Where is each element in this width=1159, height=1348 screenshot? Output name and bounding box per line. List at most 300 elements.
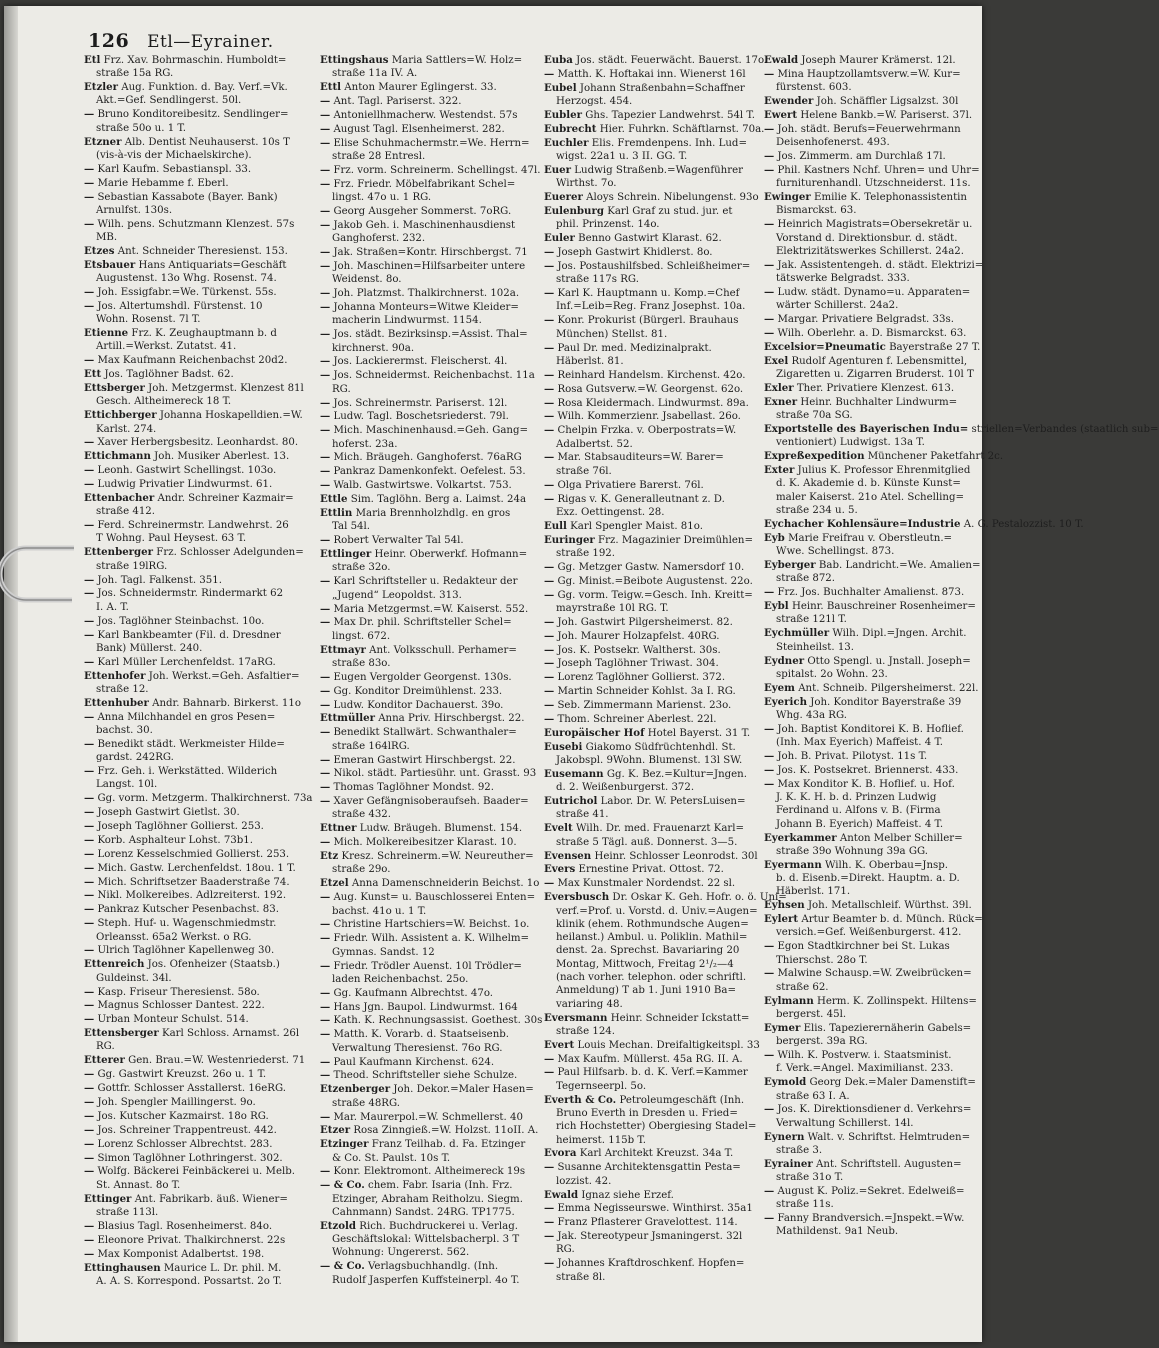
entry-text: rich Hochstetter) Obergiesing Stadel= bbox=[556, 1121, 757, 1133]
entry-line bbox=[764, 81, 980, 94]
entry-text: denst. 2a. Sprechst. Bavariaring 20 bbox=[556, 945, 740, 957]
directory-entry bbox=[544, 1012, 760, 1039]
entry-line bbox=[84, 1082, 316, 1095]
entry-line bbox=[544, 822, 760, 835]
directory-entry bbox=[84, 191, 316, 218]
entry-line bbox=[84, 834, 316, 847]
entry-text: Korb. Asphalteur Lohst. 73b1. bbox=[97, 834, 254, 846]
entry-headword: — bbox=[544, 643, 555, 656]
entry-text: Konr. Prokurist (Bürgerl. Brauhaus bbox=[557, 315, 739, 327]
entry-headword: Eubel bbox=[544, 81, 577, 94]
entry-headword: — bbox=[764, 1184, 775, 1197]
entry-line bbox=[544, 300, 760, 313]
directory-entry bbox=[764, 1076, 980, 1103]
entry-line bbox=[84, 1152, 316, 1165]
directory-entry bbox=[764, 940, 980, 967]
entry-line bbox=[544, 493, 760, 506]
directory-entry bbox=[544, 863, 760, 876]
entry-text: Whg. 43a RG. bbox=[776, 709, 847, 721]
entry-headword: — bbox=[320, 918, 331, 931]
entry-text: Joseph Taglöhner Gollierst. 253. bbox=[97, 821, 264, 832]
entry-text: Egon Stadtkirchner bei St. Lukas bbox=[777, 941, 950, 953]
directory-entry bbox=[320, 178, 538, 205]
entry-text: Heinr. Oberwerkf. Hofmann= bbox=[374, 549, 528, 561]
entry-text: straße 70a SG. bbox=[776, 410, 853, 422]
entry-line bbox=[544, 918, 760, 931]
entry-line bbox=[544, 741, 760, 754]
entry-text: Joseph Taglöhner Triwast. 304. bbox=[557, 658, 719, 670]
entry-headword: — bbox=[84, 1123, 95, 1136]
directory-entry bbox=[84, 697, 316, 710]
directory-entry bbox=[544, 795, 760, 822]
directory-entry bbox=[320, 891, 538, 918]
entry-line bbox=[764, 299, 980, 312]
entry-headword: — bbox=[544, 657, 555, 670]
entry-text: Gg. Minist.=Beibote Augustenst. 22o. bbox=[557, 575, 753, 587]
entry-text: Wirthst. 7o. bbox=[556, 178, 617, 190]
entry-line bbox=[544, 534, 760, 547]
entry-text: Karl Bankbeamter (Fil. d. Dresdner bbox=[97, 629, 281, 641]
entry-line bbox=[544, 95, 760, 108]
entry-line bbox=[764, 1022, 980, 1035]
entry-text: Joh. Maschinen=Hilfsarbeiter untere bbox=[333, 260, 526, 272]
entry-line bbox=[544, 808, 760, 821]
entry-headword: — bbox=[84, 176, 95, 189]
entry-text: Rosa Kleidermach. Lindwurmst. 89a. bbox=[557, 397, 749, 409]
entry-headword: — bbox=[544, 699, 555, 712]
directory-entry bbox=[84, 409, 316, 436]
entry-headword: — bbox=[320, 1014, 331, 1027]
directory-entry bbox=[544, 850, 760, 863]
entry-headword: Exner bbox=[764, 395, 798, 408]
directory-entry bbox=[544, 1202, 760, 1215]
entry-headword: Etl bbox=[84, 54, 101, 66]
entry-line bbox=[320, 1042, 538, 1055]
entry-headword: Etzold bbox=[320, 1219, 357, 1232]
entry-text: Joh. städt. Berufs=Feuerwehrmann bbox=[777, 123, 961, 135]
entry-line bbox=[320, 67, 538, 80]
entry-line bbox=[320, 246, 538, 259]
entry-text: Eleonore Privat. Thalkirchnerst. 22s bbox=[97, 1234, 286, 1246]
entry-line bbox=[84, 191, 316, 204]
entry-text: Gottfr. Schlosser Asstallerst. 16eRG. bbox=[97, 1083, 286, 1095]
entry-text: straße 39o Wohnung 39a GG. bbox=[776, 845, 929, 857]
entry-text: Thomas Taglöhner Mondst. 92. bbox=[333, 782, 495, 794]
directory-entry bbox=[84, 136, 316, 163]
entry-line bbox=[320, 1260, 538, 1273]
entry-headword: — bbox=[764, 67, 775, 80]
entry-text: Bismarckst. 63. bbox=[776, 205, 857, 217]
entry-text: Jos. K. Postsekr. Waltherst. 30s. bbox=[557, 644, 721, 656]
entry-line bbox=[764, 926, 980, 939]
entry-text: d. K. Akademie d. b. Künste Kunst= bbox=[776, 478, 961, 490]
entry-line bbox=[764, 341, 980, 354]
entry-line bbox=[84, 464, 316, 477]
entry-line bbox=[84, 286, 316, 299]
entry-text: tätswerke Belgradst. 333. bbox=[776, 273, 910, 285]
entry-headword: Etienne bbox=[84, 327, 129, 340]
entry-line bbox=[544, 205, 760, 218]
entry-text: Elis. Tapezierernäherin Gabels= bbox=[803, 1022, 972, 1034]
entry-line bbox=[84, 765, 316, 778]
entry-text: lingst. 47o u. 1 RG. bbox=[332, 192, 432, 204]
directory-entry bbox=[764, 1049, 980, 1076]
entry-line bbox=[544, 671, 760, 684]
entry-line bbox=[544, 1202, 760, 1215]
directory-entry bbox=[544, 575, 760, 588]
directory-entry bbox=[764, 967, 980, 994]
directory-entry bbox=[320, 836, 538, 849]
entry-headword: — bbox=[764, 313, 775, 326]
entry-text: Urban Monteur Schulst. 514. bbox=[97, 1014, 249, 1026]
directory-entry bbox=[544, 877, 760, 890]
entry-text: Matth. K. Hoftakai inn. Wienerst 16l bbox=[557, 68, 746, 80]
entry-text: Wilh. K. Postverw. i. Staatsminist. bbox=[777, 1050, 952, 1062]
entry-text: bergerst. 39a RG. bbox=[776, 1036, 868, 1048]
entry-headword: Eylmann bbox=[764, 994, 814, 1007]
entry-text: Phil. Kastners Nchf. Uhren= und Uhr= bbox=[777, 164, 980, 176]
directory-entry bbox=[84, 944, 316, 957]
entry-text: Andr. Schreiner Kazmair= bbox=[157, 492, 294, 504]
entry-line bbox=[764, 1076, 980, 1089]
directory-entry bbox=[84, 1152, 316, 1165]
entry-text: Elektrizitätswerkes Schillerst. 24a2. bbox=[776, 245, 964, 257]
entry-line bbox=[544, 328, 760, 341]
entry-line bbox=[84, 738, 316, 751]
directory-entry bbox=[764, 341, 980, 354]
entry-headword: — bbox=[764, 777, 775, 790]
entry-line bbox=[84, 327, 316, 340]
entry-text: Elis. Fremdenpens. Inh. Lud= bbox=[591, 137, 747, 149]
entry-line bbox=[84, 505, 316, 518]
entry-text: Anton Melber Schiller= bbox=[839, 832, 963, 844]
entry-line bbox=[84, 724, 316, 737]
entry-text: Inf.=Leib=Reg. Franz Josephst. 10a. bbox=[556, 301, 746, 313]
entry-headword: — bbox=[544, 451, 555, 464]
entry-text: straße 113l. bbox=[96, 1206, 159, 1218]
directory-entry bbox=[320, 548, 538, 575]
directory-entry bbox=[84, 999, 316, 1012]
entry-text: Maria Metzgermst.=W. Kaiserst. 552. bbox=[333, 603, 529, 615]
entry-text: straße 50o u. 1 T. bbox=[96, 122, 186, 134]
directory-entry bbox=[764, 396, 980, 423]
directory-entry bbox=[84, 519, 316, 546]
entry-line bbox=[544, 905, 760, 918]
directory-entry bbox=[544, 68, 760, 81]
entry-headword: — bbox=[544, 574, 555, 587]
entry-headword: — bbox=[764, 763, 775, 776]
entry-line bbox=[84, 409, 316, 422]
entry-headword: — bbox=[84, 354, 95, 367]
entry-line bbox=[84, 231, 316, 244]
entry-line bbox=[764, 995, 980, 1008]
entry-text: Franz Teilhab. d. Fa. Etzinger bbox=[371, 1139, 526, 1151]
entry-headword: — bbox=[84, 519, 95, 532]
entry-line bbox=[84, 806, 316, 819]
entry-line bbox=[84, 519, 316, 532]
entry-line bbox=[544, 164, 760, 177]
entry-line bbox=[84, 1124, 316, 1137]
entry-text: Wilh. Dr. med. Frauenarzt Karl= bbox=[576, 823, 745, 835]
entry-text: Paul Hilfsarb. b. d. K. Verf.=Kammer bbox=[557, 1067, 748, 1079]
entry-text: Xaver Herbergsbesitz. Leonhardst. 80. bbox=[97, 437, 299, 449]
directory-entry bbox=[320, 410, 538, 423]
entry-line bbox=[320, 1206, 538, 1219]
entry-headword: — bbox=[84, 217, 95, 230]
entry-headword: Etz bbox=[320, 850, 339, 863]
directory-entry bbox=[320, 1014, 543, 1027]
directory-entry bbox=[320, 465, 538, 478]
entry-line bbox=[84, 642, 316, 655]
directory-entry bbox=[544, 424, 760, 451]
entry-text: Cahnmann) Sandst. 24RG. TP1775. bbox=[332, 1206, 515, 1218]
entry-line bbox=[764, 1198, 980, 1211]
entry-line bbox=[320, 219, 538, 232]
entry-line bbox=[764, 532, 980, 545]
directory-entry bbox=[764, 464, 980, 517]
entry-headword: — bbox=[84, 190, 95, 203]
directory-entry bbox=[764, 1212, 980, 1239]
directory-entry bbox=[84, 1013, 316, 1026]
directory-entry bbox=[320, 109, 538, 122]
entry-line bbox=[84, 54, 316, 67]
entry-headword: Ettl bbox=[320, 81, 342, 94]
directory-entry bbox=[544, 54, 768, 67]
entry-line bbox=[764, 164, 980, 177]
entry-text: straße 31o T. bbox=[776, 1172, 844, 1184]
entry-headword: Ettinghausen bbox=[84, 1261, 161, 1274]
entry-headword: Evers bbox=[544, 863, 576, 876]
entry-text: Ludw. Bräugeh. Blumenst. 154. bbox=[359, 823, 523, 835]
entry-text: Seb. Zimmermann Marienst. 23o. bbox=[557, 700, 732, 712]
entry-text: Jak. Stereotypeur Jsmaningerst. 32l bbox=[557, 1231, 743, 1243]
directory-entry bbox=[320, 1111, 538, 1124]
entry-text: macherin Lindwurmst. 1154. bbox=[332, 315, 482, 327]
entry-headword: Evensen bbox=[544, 849, 592, 862]
entry-line bbox=[764, 859, 980, 872]
page-spine-shadow bbox=[4, 6, 18, 1342]
entry-line bbox=[320, 1246, 538, 1259]
entry-line bbox=[544, 1025, 760, 1038]
entry-text: Theod. Schriftsteller siehe Schulze. bbox=[333, 1070, 518, 1082]
entry-headword: — bbox=[320, 986, 331, 999]
entry-line bbox=[544, 54, 768, 67]
directory-entry bbox=[84, 327, 316, 354]
directory-entry bbox=[764, 54, 980, 67]
entry-line bbox=[84, 862, 316, 875]
entry-line bbox=[544, 657, 760, 670]
entry-text: Ther. Privatiere Klenzest. 613. bbox=[796, 383, 955, 395]
entry-headword: — bbox=[320, 122, 331, 135]
entry-headword: — bbox=[544, 246, 555, 259]
directory-entry bbox=[544, 232, 760, 245]
entry-text: Jos. städt. Bezirksinsp.=Assist. Thal= bbox=[333, 329, 528, 341]
entry-line bbox=[764, 450, 1004, 463]
entry-line bbox=[764, 54, 980, 67]
directory-entry bbox=[764, 423, 1159, 450]
entry-line bbox=[544, 547, 760, 560]
entry-text: Ganghoferst. 232. bbox=[332, 233, 426, 245]
entry-text: Johann B. Eyerich) Maffeist. 4 T. bbox=[776, 818, 944, 830]
entry-line bbox=[764, 123, 980, 136]
entry-headword: — bbox=[320, 1055, 331, 1068]
entry-text: straße 412. bbox=[96, 506, 156, 518]
entry-line bbox=[544, 122, 765, 136]
entry-headword: — bbox=[84, 999, 95, 1012]
entry-text: Häberlst. 171. bbox=[776, 886, 851, 898]
directory-entry bbox=[84, 81, 316, 108]
entry-headword: — bbox=[84, 1109, 95, 1122]
entry-line bbox=[320, 81, 538, 94]
entry-headword: Etzinger bbox=[320, 1138, 369, 1151]
entry-text: Jak. Straßen=Kontr. Hirschbergst. 71 bbox=[333, 247, 528, 259]
entry-headword: — bbox=[84, 1151, 95, 1164]
entry-line bbox=[320, 191, 538, 204]
entry-line bbox=[544, 342, 760, 355]
entry-text: Max Kunstmaler Nordendst. 22 sl. bbox=[557, 878, 736, 890]
directory-entry bbox=[84, 1027, 316, 1054]
directory-entry bbox=[764, 899, 980, 912]
directory-entry bbox=[84, 1220, 316, 1233]
entry-line bbox=[544, 754, 760, 767]
entry-text: Hans Antiquariats=Geschäft bbox=[138, 259, 287, 271]
entry-text: Joh. Metzgermst. Klenzest 81l bbox=[148, 383, 304, 395]
entry-headword: — bbox=[544, 410, 555, 423]
entry-headword: — bbox=[84, 1068, 95, 1081]
entry-text: Ant. Schriftstell. Augusten= bbox=[816, 1158, 962, 1170]
entry-line bbox=[320, 603, 538, 616]
entry-line bbox=[320, 973, 538, 986]
entry-line bbox=[764, 1049, 980, 1062]
entry-text: Jak. Assistentengeh. d. städt. Elektrizi= bbox=[777, 259, 984, 271]
entry-text: straße 76l. bbox=[556, 465, 612, 477]
entry-text: striellen=Verbandes (staatlich sub= bbox=[971, 424, 1159, 436]
entry-text: Anton Maurer Eglingerst. 33. bbox=[344, 82, 497, 94]
entry-headword: Ettmüller bbox=[320, 712, 375, 725]
entry-headword: Ettenberger bbox=[84, 546, 154, 559]
directory-entry bbox=[764, 450, 1004, 463]
entry-line bbox=[320, 1165, 538, 1178]
entry-text: straße 41. bbox=[556, 809, 609, 821]
entry-line bbox=[544, 602, 760, 615]
entry-text: Gymnas. Sandst. 12 bbox=[332, 946, 435, 958]
entry-headword: Etzer bbox=[320, 1124, 351, 1137]
entry-text: straße 83o. bbox=[332, 657, 391, 669]
entry-text: phil. Prinzenst. 14o. bbox=[556, 219, 660, 231]
entry-text: Steinheilst. 13. bbox=[776, 641, 855, 653]
entry-text: Frz. Friedr. Möbelfabrikant Schel= bbox=[333, 178, 516, 190]
entry-headword: — bbox=[544, 1216, 555, 1229]
entry-text: Julius K. Professor Ehrenmitglied bbox=[797, 465, 971, 477]
directory-entry bbox=[764, 600, 980, 627]
entry-text: Rudolf Jasperfen Kuffsteinerpl. 4o T. bbox=[332, 1274, 520, 1286]
entry-headword: — bbox=[320, 95, 331, 108]
entry-text: Frz. K. Zeughauptmann b. d bbox=[131, 328, 277, 340]
entry-text: T Wohng. Paul Heysest. 63 T. bbox=[96, 533, 247, 545]
entry-text: I. A. T. bbox=[96, 601, 129, 613]
directory-entry bbox=[84, 903, 316, 916]
entry-headword: — bbox=[320, 1110, 331, 1123]
entry-text: Frz. Jos. Buchhalter Amalienst. 873. bbox=[777, 587, 965, 599]
directory-entry bbox=[544, 727, 760, 740]
entry-line bbox=[764, 504, 980, 517]
entry-line bbox=[544, 1080, 760, 1093]
entry-text: Gg. vorm. Metzgerm. Thalkirchnerst. 73a bbox=[97, 793, 313, 805]
entry-line bbox=[764, 913, 983, 926]
entry-line bbox=[320, 301, 538, 314]
entry-line bbox=[84, 683, 316, 696]
entry-text: Olga Privatiere Barerst. 76l. bbox=[557, 479, 704, 491]
entry-headword: — bbox=[764, 722, 775, 735]
entry-text: Ignaz siehe Erzef. bbox=[581, 1189, 674, 1201]
entry-text: Karl Spengler Maist. 81o. bbox=[570, 520, 703, 532]
entry-text: Joh. Essigfabr.=We. Türkenst. 55s. bbox=[97, 286, 277, 298]
entry-line bbox=[84, 917, 316, 930]
entry-line bbox=[84, 876, 316, 889]
entry-headword: Etzler bbox=[84, 81, 118, 94]
entry-headword: — bbox=[320, 781, 331, 794]
entry-text: straße 11a IV. A. bbox=[332, 68, 418, 80]
entry-line bbox=[764, 1117, 980, 1130]
entry-line bbox=[320, 328, 538, 341]
directory-entry bbox=[84, 656, 316, 669]
entry-line bbox=[320, 314, 538, 327]
entry-text: Lorenz Kesselschmied Gollierst. 253. bbox=[97, 848, 290, 860]
entry-line bbox=[764, 586, 980, 599]
entry-line bbox=[544, 369, 760, 382]
entry-line bbox=[84, 450, 316, 463]
entry-line bbox=[320, 410, 538, 423]
entry-headword: — bbox=[320, 205, 331, 218]
directory-entry bbox=[84, 1096, 316, 1109]
entry-text: Elise Schuhmachermstr.=We. Herrn= bbox=[333, 137, 530, 149]
entry-text: Bruno Everth in Dresden u. Fried= bbox=[556, 1107, 738, 1119]
entry-line bbox=[764, 778, 980, 791]
directory-entry bbox=[544, 630, 760, 643]
entry-text: Dr. Oskar K. Geh. Hofr. o. ö. Uni= bbox=[612, 892, 787, 904]
entry-text: Helene Bankb.=W. Pariserst. 37l. bbox=[800, 109, 973, 121]
directory-entry bbox=[544, 741, 760, 768]
entry-text: Mich. Gastw. Lerchenfeldst. 18ou. 1 T. bbox=[97, 862, 296, 874]
directory-entry bbox=[320, 424, 538, 451]
entry-text: Frz. Xav. Bohrmaschin. Humboldt= bbox=[103, 55, 287, 66]
entry-headword: — bbox=[84, 1013, 95, 1026]
entry-headword: — bbox=[544, 560, 555, 573]
entry-text: Montag, Mittwoch, Freitag 2¹/₂—4 bbox=[556, 958, 734, 970]
entry-line bbox=[544, 836, 760, 849]
directory-entry bbox=[764, 218, 980, 258]
entry-headword: Excelsior=Pneumatic bbox=[764, 340, 886, 353]
entry-line bbox=[544, 727, 760, 740]
directory-entry bbox=[320, 205, 538, 218]
entry-line bbox=[764, 791, 980, 804]
entry-text: Ludwig Privatier Lindwurmst. 61. bbox=[97, 479, 273, 491]
entry-text: Deisenhofenerst. 493. bbox=[776, 137, 890, 149]
entry-text: Georg Ausgeher Sommerst. 7oRG. bbox=[333, 206, 512, 218]
entry-line bbox=[544, 1216, 760, 1229]
directory-entry bbox=[84, 354, 316, 367]
directory-entry bbox=[320, 877, 538, 890]
entry-line bbox=[320, 1274, 538, 1287]
entry-text: Joh. Werkst.=Geh. Asfaltier= bbox=[148, 670, 300, 682]
entry-text: Karlst. 274. bbox=[96, 423, 157, 435]
entry-line bbox=[84, 1068, 316, 1081]
directory-entry bbox=[544, 493, 760, 520]
entry-line bbox=[544, 768, 760, 781]
entry-line bbox=[320, 465, 538, 478]
entry-headword: — bbox=[320, 959, 331, 972]
entry-line bbox=[84, 697, 316, 710]
